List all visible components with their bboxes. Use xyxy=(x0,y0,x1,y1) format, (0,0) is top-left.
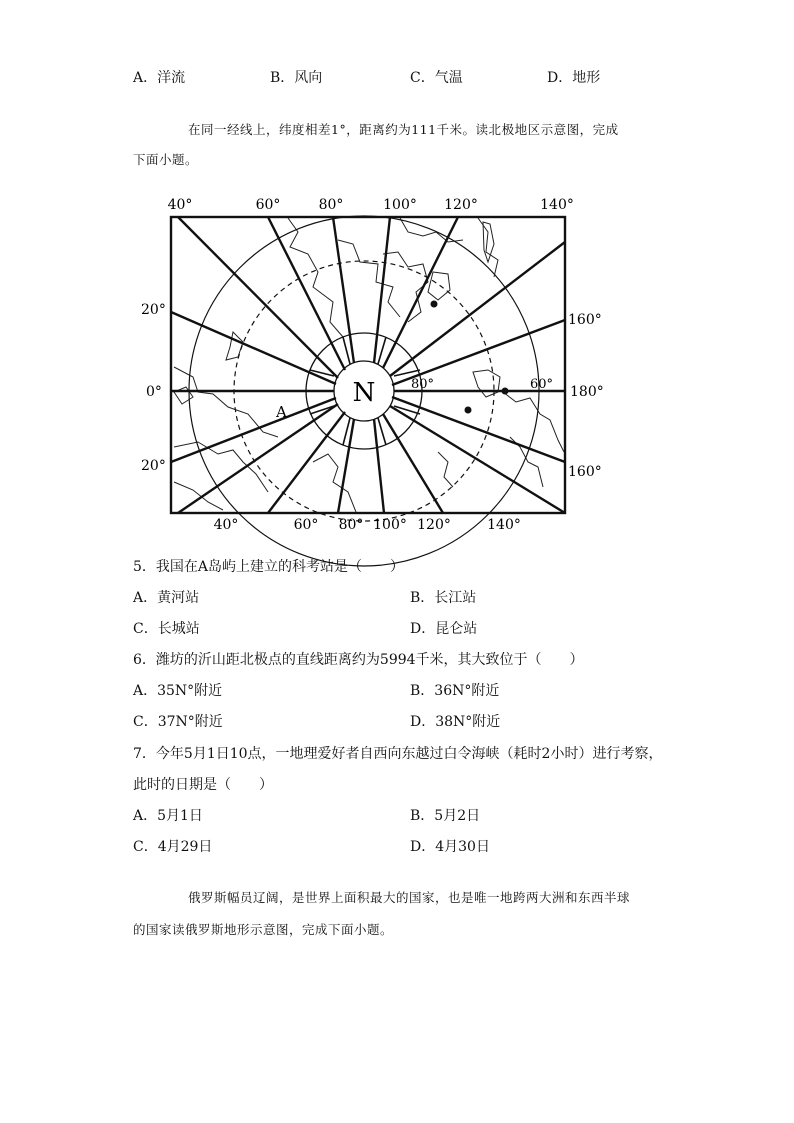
map-coastlines xyxy=(174,218,564,512)
top-label-80: 80° xyxy=(318,197,344,213)
q4-option-a: A．洋流 xyxy=(133,70,186,86)
q5-option-d: D．昆仑站 xyxy=(410,621,478,637)
bottom-label-120: 120° xyxy=(417,517,451,533)
left-label-20-top: 20° xyxy=(141,302,166,318)
q6-option-d: D．38N°附近 xyxy=(410,714,501,730)
q6-option-a: A．35N°附近 xyxy=(133,683,223,699)
q7-stem-line-2: 此时的日期是（ ） xyxy=(133,777,273,793)
q5-stem: 5．我国在A岛屿上建立的科考站是（ ） xyxy=(133,559,405,575)
q5-option-c: C．长城站 xyxy=(133,621,200,637)
right-label-160-top: 160° xyxy=(568,312,602,328)
q7-option-d: D．4月30日 xyxy=(410,839,490,855)
q7-option-c: C．4月29日 xyxy=(133,839,213,855)
q6-option-b: B．36N°附近 xyxy=(410,683,500,699)
top-label-60: 60° xyxy=(255,197,281,213)
top-label-140: 140° xyxy=(540,197,574,213)
right-label-180: 180° xyxy=(570,384,604,400)
left-label-20-bottom: 20° xyxy=(141,458,166,474)
bottom-label-80: 80° xyxy=(338,517,364,533)
top-label-100: 100° xyxy=(383,197,417,213)
q4-option-c: C．气温 xyxy=(410,70,463,86)
arctic-map xyxy=(138,192,604,537)
top-label-40: 40° xyxy=(167,197,193,213)
q5-option-b: B．长江站 xyxy=(410,590,477,606)
intro-2-line-2: 的国家读俄罗斯地形示意图，完成下面小题。 xyxy=(133,922,394,937)
intro-1-line-1: 在同一经线上，纬度相差1°，距离约为111千米。读北极地区示意图，完成 xyxy=(188,122,619,137)
bottom-label-100: 100° xyxy=(373,517,407,533)
point-label-a: A xyxy=(276,403,287,421)
q6-stem: 6．潍坊的沂山距北极点的直线距离约为5994千米，其大致位于（ ） xyxy=(133,652,584,668)
bottom-label-60: 60° xyxy=(293,517,319,533)
bottom-label-140: 140° xyxy=(487,517,521,533)
inner-label-60: 60° xyxy=(530,377,554,392)
q7-option-b: B．5月2日 xyxy=(410,808,481,824)
right-label-160-bottom: 160° xyxy=(568,464,602,480)
intro-1-line-2: 下面小题。 xyxy=(133,152,199,167)
q7-stem-line-1: 7．今年5月1日10点，一地理爱好者自西向东越过白令海峡（耗时2小时）进行考察， xyxy=(133,746,663,762)
q4-option-b: B．风向 xyxy=(270,70,323,86)
q7-option-a: A．5月1日 xyxy=(133,808,203,824)
intro-2-line-1: 俄罗斯幅员辽阔，是世界上面积最大的国家，也是唯一地跨两大洲和东西半球 xyxy=(188,890,631,905)
bottom-label-40: 40° xyxy=(213,517,239,533)
inner-label-80: 80° xyxy=(411,377,435,392)
q6-option-c: C．37N°附近 xyxy=(133,714,223,730)
q5-option-a: A．黄河站 xyxy=(133,590,200,606)
q4-option-d: D．地形 xyxy=(547,70,601,86)
left-label-0: 0° xyxy=(146,384,162,400)
top-label-120: 120° xyxy=(444,197,478,213)
center-label-n: N xyxy=(352,378,376,408)
